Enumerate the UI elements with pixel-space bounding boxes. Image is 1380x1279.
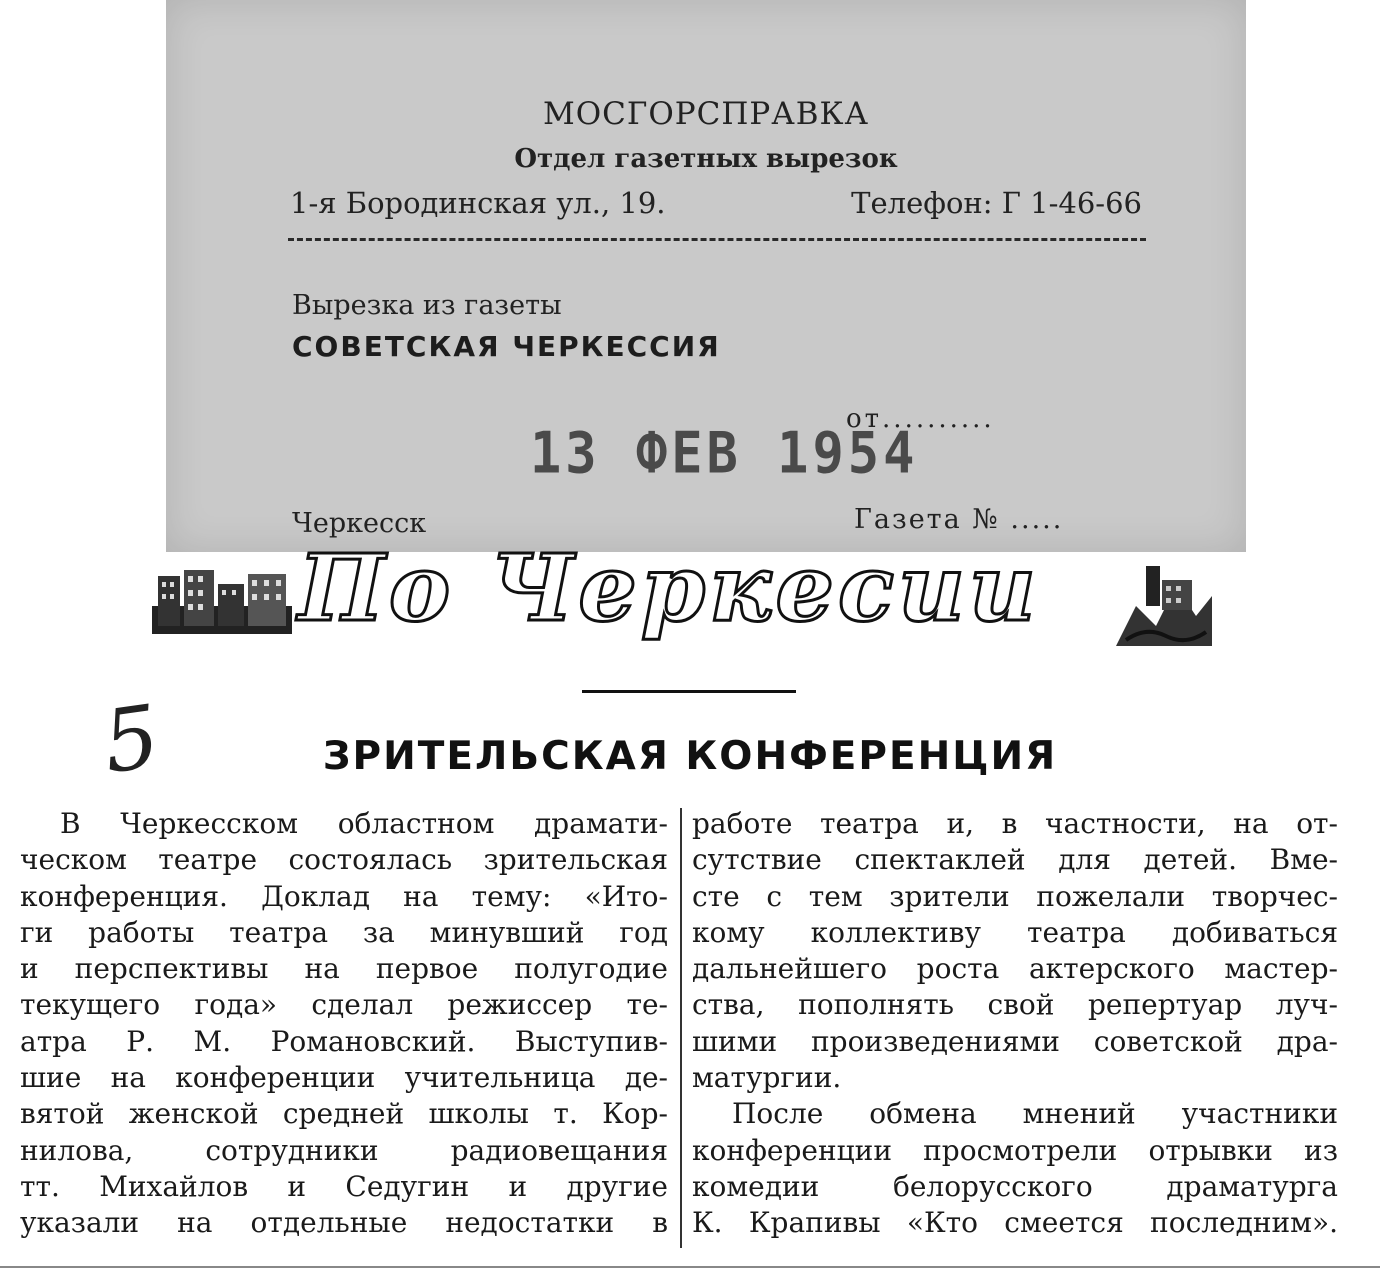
text-line: тт. Михайлов и Седугин и другие — [20, 1169, 668, 1203]
department-name: Отдел газетных вырезок — [514, 144, 898, 174]
text-line: сте с тем зрители пожелали творчес- — [692, 879, 1338, 913]
text-line: шие на конференции учительница де- — [20, 1061, 668, 1095]
text-line: работе театра и, в частности, на от- — [692, 807, 1338, 840]
text-line: ги работы театра за минувший год — [20, 915, 668, 949]
text-line: указали на отдельные недостатки в — [20, 1206, 668, 1240]
city-name: Черкесск — [292, 508, 427, 539]
clipping-bottom-edge — [0, 1266, 1380, 1268]
text-line: нилова, сотрудники радиовещания — [20, 1133, 668, 1167]
text-line: шими произведениями советской дра- — [692, 1024, 1338, 1058]
issue-number-field: Газета № ..... — [854, 504, 1064, 535]
rubric-banner — [148, 534, 1220, 648]
article-headline: ЗРИТЕЛЬСКАЯ КОНФЕРЕНЦИЯ — [322, 734, 1058, 779]
article-column-left — [20, 806, 668, 1242]
text-line: вятой женской средней школы т. Кор- — [20, 1097, 668, 1131]
label-divider — [288, 238, 1146, 241]
agency-name: МОСГОРСПРАВКА — [542, 96, 869, 132]
mountain-building-illustration — [1116, 556, 1212, 646]
text-line: конференция. Доклад на тему: «Ито- — [20, 879, 668, 913]
text-line: ства, пополнять свой репертуар луч- — [692, 988, 1338, 1022]
text-line: К. Крапивы «Кто смеется последним». — [692, 1206, 1338, 1240]
city-buildings-illustration — [152, 566, 292, 634]
text-line: кому коллективу театра добиваться — [692, 915, 1338, 949]
text-line: атра Р. М. Романовский. Выступив- — [20, 1024, 668, 1058]
agency-address: 1-я Бородинская ул., 19. — [290, 186, 666, 220]
text-line: сутствие спектаклей для детей. Вме- — [692, 843, 1338, 877]
handwritten-page-number: 5 — [97, 686, 166, 794]
clipping-from-label: Вырезка из газеты — [292, 290, 562, 321]
text-line: и перспективы на первое полугодие — [20, 952, 668, 986]
date-stamp: 13 ФЕВ 1954 — [530, 421, 919, 487]
agency-phone: Телефон: Г 1-46-66 — [851, 186, 1142, 220]
text-line: комедии белорусского драматурга — [692, 1169, 1338, 1203]
clipping-agency-label — [166, 0, 1246, 552]
text-line: ческом театре состоялась зрительская — [20, 843, 668, 877]
text-line: матургии. — [692, 1061, 842, 1095]
headline-separator — [582, 690, 796, 693]
text-line: В Черкесском областном драмати- — [60, 807, 668, 840]
text-line: конференции просмотрели отрывки из — [692, 1133, 1338, 1167]
text-line: текущего года» сделал режиссер те- — [20, 988, 668, 1022]
text-line: После обмена мнений участники — [732, 1097, 1338, 1131]
newspaper-name: СОВЕТСКАЯ ЧЕРКЕССИЯ — [292, 330, 721, 363]
date-field: от.......... — [846, 404, 995, 434]
article-column-right — [692, 806, 1338, 1242]
column-divider — [680, 808, 682, 1248]
rubric-title: По Черкесии — [298, 534, 1040, 642]
text-line: дальнейшего роста актерского мастер- — [692, 952, 1338, 986]
